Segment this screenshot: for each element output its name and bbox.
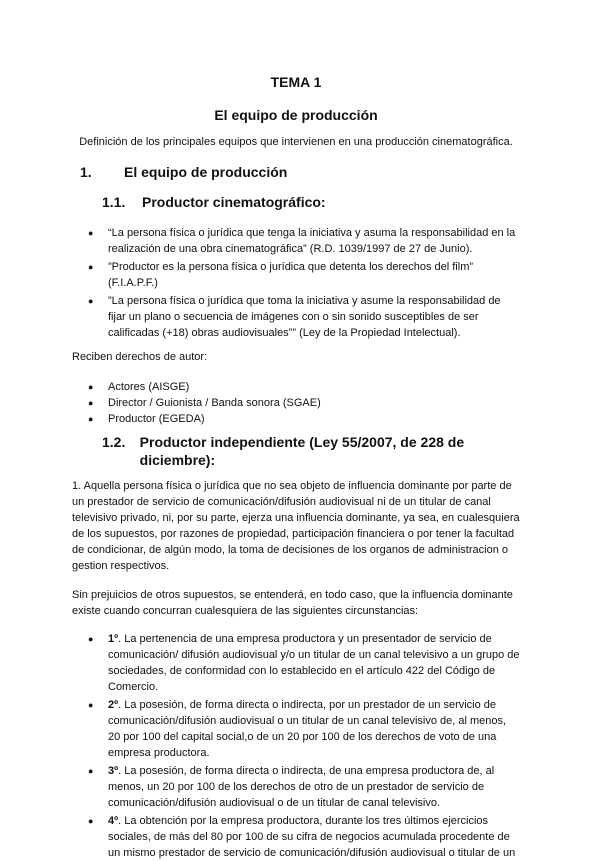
definition-text: ”La persona física o jurídica que toma la iniciativa y asume la responsabilidad de fijar un plano o secuencia de imágenes con o sin sonido susceptibles de ser calificadas (+18) obras audiovisuales”” (Ley de la Propiedad Intelectual). xyxy=(108,295,501,339)
list-item xyxy=(72,813,520,861)
list-item xyxy=(72,631,520,695)
doc-intro: Definición de los principales equipos que intervienen en una producción cinematográfica. xyxy=(79,136,513,148)
list-item xyxy=(72,293,520,341)
bullet-icon: ● xyxy=(88,228,94,238)
section-1-2-number: 1.2. xyxy=(102,434,126,450)
circumstance-ordinal: 3º xyxy=(108,765,119,777)
circumstance-text: . La pertenencia de una empresa productora y un presentador de servicio de comunicación/ difusión audiovisual y/o un titular de un canal televisivo a un grupo de sociedades, de conformidad con lo establecido en el artículo 422 del Código de Comercio. xyxy=(108,633,520,693)
right-text: Productor (EGEDA) xyxy=(108,413,205,425)
circumstance-text: . La obtención por la empresa productora, durante los tres últimos ejercicios sociales, de más del 80 por 100 de su cifra de negocios acumulada procedente de un mismo prestador de servicio de comunicación/difusión audiovisual o titular de un xyxy=(108,815,516,859)
list-item xyxy=(72,763,520,811)
article-1-paragraph: 1. Aquella persona física o jurídica que no sea objeto de influencia dominante por parte de un prestador de servicio de comunicación/difusión audiovisual ni de un titular de canal televisivo privado, ni, por su parte, ejerza una influencia dominante, ya sea, en cualesquiera de los supuestos, por razones de propiedad, participación financiera o por tener la facultad de condicionar, de algún modo, la toma de decisiones de los organos de administracion o gestion respectivos. xyxy=(72,480,520,572)
bullet-icon: ● xyxy=(88,700,94,710)
circumstance-text: . La posesión, de forma directa o indirecta, por un prestador de un servicio de comunicación/difusión audiovisual o un titular de un canal televisivo de, al menos, 20 por 100 del capital social,o de un 20 por 100 de los derechos de voto de una empresa productora. xyxy=(108,699,507,759)
list-item xyxy=(72,697,520,761)
bullet-icon: ● xyxy=(88,296,94,306)
list-item xyxy=(72,411,520,427)
section-1-title: El equipo de producción xyxy=(124,164,288,180)
circumstance-text: . La posesión, de forma directa o indirecta, de una empresa productora de, al menos, un 20 por 100 de los derechos de otro de un prestador de servicio de comunicación/difusión audiovisual o de un titular de canal televisivo. xyxy=(108,765,495,809)
circumstance-ordinal: 4º xyxy=(108,815,119,827)
definition-text: “La persona física o jurídica que tenga la iniciativa y asuma la responsabilidad en la realización de una obra cinematográfica” (R.D. 1039/1997 de 27 de Junio). xyxy=(108,227,516,255)
bullet-icon: ● xyxy=(88,414,94,424)
right-text: Director / Guionista / Banda sonora (SGAE) xyxy=(108,397,321,409)
list-item xyxy=(72,395,520,411)
bullet-icon: ● xyxy=(88,398,94,408)
circumstance-ordinal: 1º xyxy=(108,633,119,645)
rights-intro: Reciben derechos de autor: xyxy=(72,351,208,363)
influence-paragraph: Sin prejuicios de otros supuestos, se entenderá, en todo caso, que la influencia dominante existe cuando concurran cualesquiera de las siguientes circunstancias: xyxy=(72,589,513,617)
list-item xyxy=(72,225,520,257)
bullet-icon: ● xyxy=(88,382,94,392)
rights-list xyxy=(72,379,520,427)
list-item xyxy=(72,259,520,291)
circumstance-ordinal: 2º xyxy=(108,699,119,711)
doc-tema: TEMA 1 xyxy=(270,74,322,90)
list-item xyxy=(72,379,520,395)
circumstances-list xyxy=(72,631,520,861)
bullet-icon: ● xyxy=(88,816,94,826)
section-1-heading xyxy=(80,163,520,181)
section-1-1-heading xyxy=(102,193,520,211)
section-1-1-number: 1.1. xyxy=(102,194,126,210)
definition-text: ”Productor es la persona física o jurídica que detenta los derechos del film” (F.I.A.P.F.) xyxy=(108,261,474,289)
right-text: Actores (AISGE) xyxy=(108,381,190,393)
section-1-number: 1. xyxy=(80,164,92,180)
section-1-2-heading xyxy=(102,433,520,469)
definitions-list xyxy=(72,225,520,341)
bullet-icon: ● xyxy=(88,262,94,272)
bullet-icon: ● xyxy=(88,766,94,776)
bullet-icon: ● xyxy=(88,634,94,644)
doc-title: El equipo de producción xyxy=(214,107,378,123)
section-1-2-title: Productor independiente (Ley 55/2007, de 228 de diciembre): xyxy=(139,434,465,468)
section-1-1-title: Productor cinematográfico: xyxy=(142,194,326,210)
